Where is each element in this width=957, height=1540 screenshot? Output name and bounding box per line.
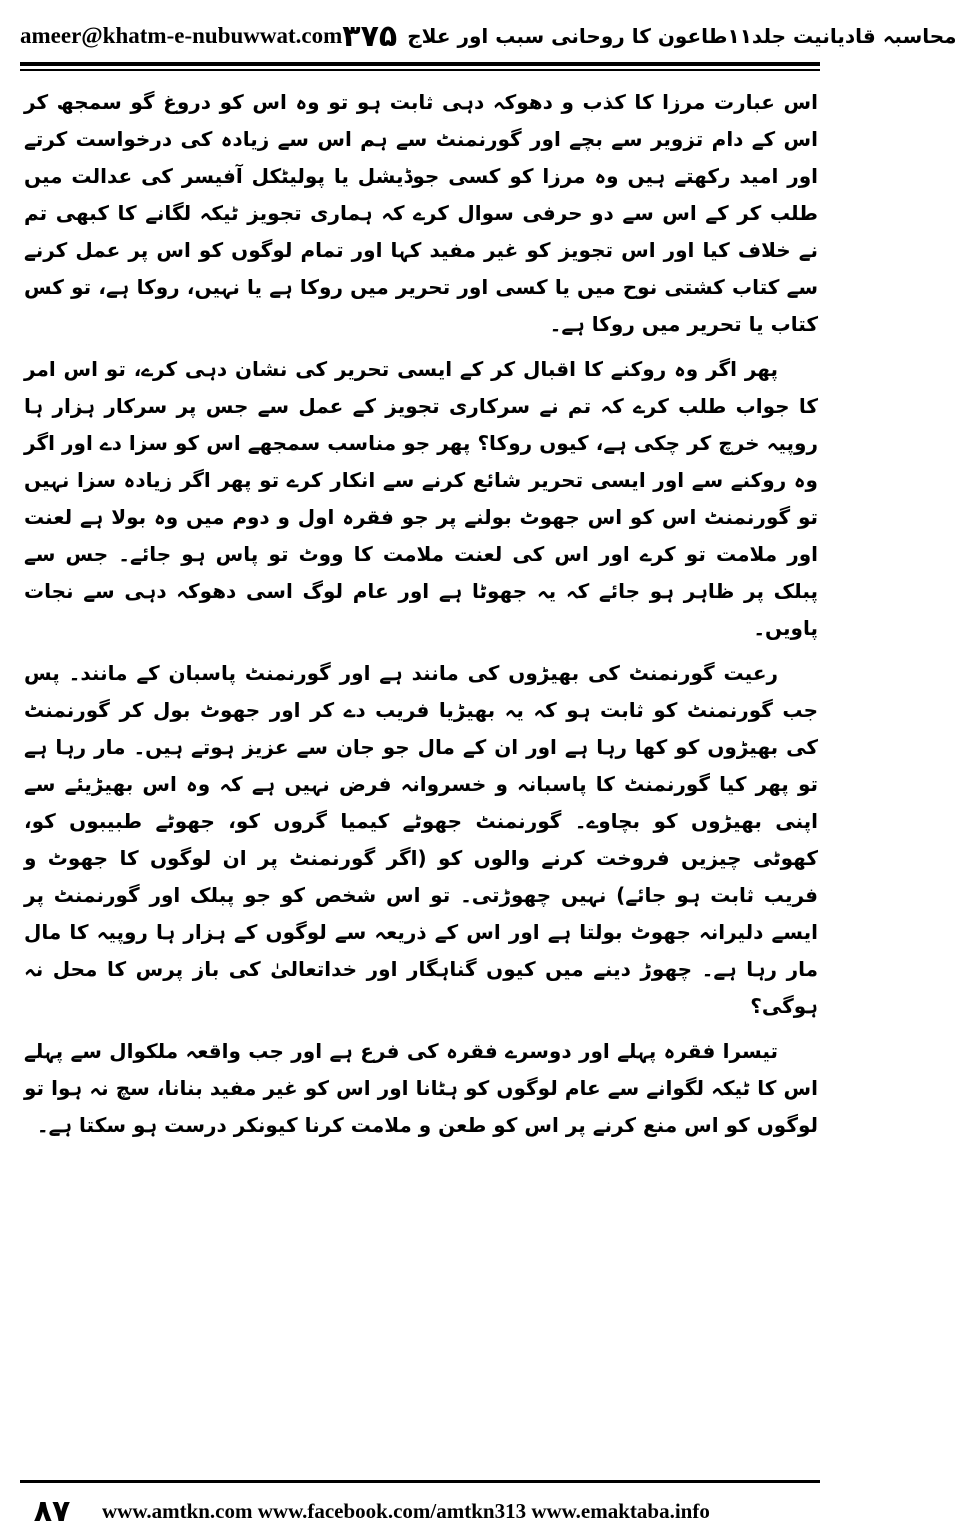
footer-rule (20, 1480, 820, 1483)
header-title-group (342, 19, 956, 54)
footer-website-links: www.amtkn.com www.facebook.com/amtkn313 www.emaktaba.info (102, 1498, 710, 1523)
paragraph-1: اس عبارت مرزا کا کذب و دھوکہ دہی ثابت ہو تو وہ اس کو دروغ گو سمجھ کر اس کے دام تزویر سے بچے اور گورنمنٹ سے ہم اس سے زیادہ کی درخواست کرتے اور امید رکھتے ہیں وہ مرزا کو کسی جوڈیشل یا پولیٹکل آفیسر کی عدالت میں طلب کر کے اس سے دو حرفی سوال کرے کہ ہماری تجویز ٹیکہ لگانے کا کبھی تم نے خلاف کیا اور اس تجویز کو غیر مفید کہا اور تمام لوگوں کو اس پر عمل کرنے سے کتاب کشتی نوح میں یا کسی اور تحریر میں روکا ہے یا نہیں، روکا ہے، تو کس کتاب یا تحریر میں روکا ہے۔ (24, 90, 818, 336)
header-page-number: ۳۷۵ (342, 18, 398, 54)
page-footer (20, 1490, 820, 1532)
paragraph-3: رعیت گورنمنٹ کی بھیڑوں کی مانند ہے اور گورنمنٹ پاسبان کے مانند۔ پس جب گورنمنٹ کو ثابت ہو کہ یہ بھیڑیا فریب دے کر اور جھوٹ بول کر گورنمنٹ کی بھیڑوں کو کھا رہا ہے اور ان کے مال جو جان سے عزیز ہوتے ہیں۔ مار رہا ہے تو پھر کیا گورنمنٹ کا پاسبانہ و خسروانہ فرض نہیں ہے کہ وہ اس بھیڑیئے سے اپنی بھیڑوں کو بچاوے۔ گورنمنٹ جھوٹے کیمیا گروں کو، جھوٹے طبیبوں کو، کھوٹی چیزیں فروخت کرنے والوں کو (اگر گورنمنٹ پر ان لوگوں کا جھوٹ و فریب ثابت ہو جائے) نہیں چھوڑتی۔ تو اس شخص کو جو پبلک اور گورنمنٹ پر ایسے دلیرانہ جھوٹ بولتا ہے اور اس کے ذریعہ سے لوگوں کے ہزار ہا روپیہ کا مال مار رہا ہے۔ چھوڑ دینے میں کیوں گناہگار اور خداتعالیٰ کی باز پرس کا محل نہ ہوگی؟ (24, 661, 818, 1018)
paragraph-4: تیسرا فقرہ پہلے اور دوسرے فقرہ کی فرع ہے اور جب واقعہ ملکوال سے پہلے اس کا ٹیکہ لگوانے سے عام لوگوں کو ہٹانا اور اس کو غیر مفید بنانا، سچ نہ ہوا تو لوگوں کو اس منع کرنے پر اس کو طعن و ملامت کرنا کیونکر درست ہو سکتا ہے۔ (24, 1039, 818, 1137)
page-header (20, 14, 957, 58)
header-book-title: محاسبہ قادیانیت جلد۱۱طاعون کا روحانی سبب اور علاج (407, 24, 957, 48)
footer-page-number: ۸۷ (33, 1493, 71, 1529)
paragraph-2: پھر اگر وہ روکنے کا اقبال کر کے ایسی تحریر کی نشان دہی کرے، تو اس امر کا جواب طلب کرے کہ تم نے سرکاری تجویز کے عمل سے جس پر سرکار ہزار ہا روپیہ خرچ کر چکی ہے، کیوں روکا؟ پھر جو مناسب سمجھے اس کو سزا دے اور اگر وہ روکنے سے اور ایسی تحریر شائع کرنے سے انکار کرے تو پھر اگر زیادہ سزا نہیں تو گورنمنٹ اس کو اس جھوٹ بولنے پر جو فقرہ اول و دوم میں وہ بولا ہے لعنت اور ملامت تو کرے اور اس کی لعنت ملامت کا ووٹ تو پاس ہو جائے۔ جس سے پبلک پر ظاہر ہو جائے کہ یہ جھوٹا ہے اور عام لوگ اسی دھوکہ دہی سے نجات پاویں۔ (24, 357, 818, 640)
header-email: ameer@khatm-e-nubuwwat.com (20, 23, 343, 48)
header-rule-thick (20, 62, 820, 66)
header-rule-thin (20, 69, 820, 71)
body-text (24, 84, 818, 1464)
